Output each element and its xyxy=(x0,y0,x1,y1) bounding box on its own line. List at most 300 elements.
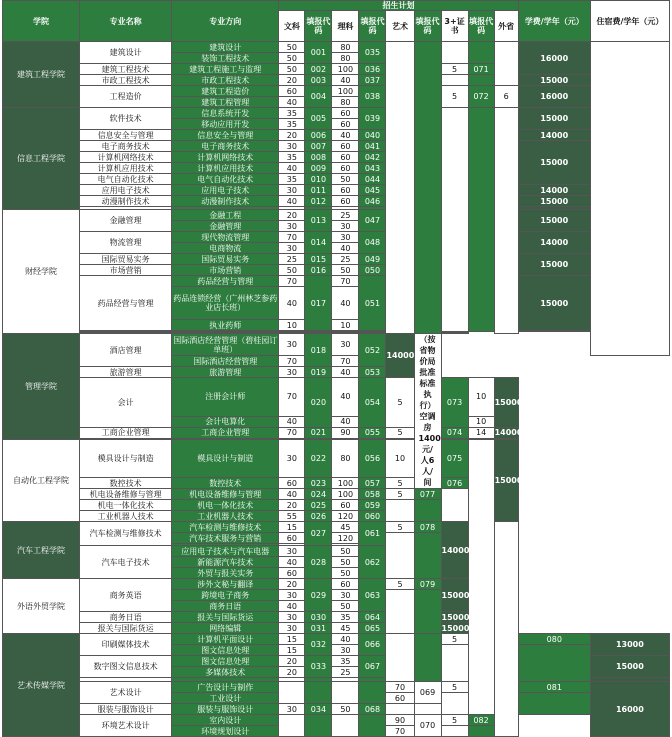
wen-num: 30 xyxy=(279,221,305,232)
dorm-empty-top xyxy=(590,42,669,356)
sz-empty xyxy=(441,645,468,682)
code-li: 041 xyxy=(359,141,386,152)
li-num: 60 xyxy=(332,119,359,130)
direction-cell: 应用电子技术与汽车电器 xyxy=(172,546,279,557)
direction-cell: 报关与国际货运 xyxy=(172,612,279,623)
code-li: 054 xyxy=(359,378,386,428)
code-wen: 006 xyxy=(305,130,332,141)
direction-cell: 国际酒店经营管理 xyxy=(172,356,279,367)
code-wen: 019 xyxy=(305,367,332,378)
major-cell: 汽车检测与维修技术 xyxy=(80,522,172,546)
code-wen-empty xyxy=(305,682,332,704)
code-wen: 004 xyxy=(305,86,332,108)
code-li: 043 xyxy=(359,163,386,174)
art-num: 70 xyxy=(386,726,414,737)
code-wen: 026 xyxy=(305,511,332,522)
fee-cell: 15000 xyxy=(590,656,669,678)
fee-cell: 15000 xyxy=(518,210,590,232)
sz-code-empty xyxy=(468,108,494,332)
direction-cell: 建筑工程施工与监理 xyxy=(172,64,279,75)
li-num: 25 xyxy=(332,254,359,265)
major-cell: 建筑工程技术 xyxy=(80,64,172,75)
li-num: 60 xyxy=(332,108,359,119)
sz-num: 5 xyxy=(441,64,468,75)
code-li: 067 xyxy=(359,656,386,678)
li-num: 45 xyxy=(332,623,359,634)
code-li: 050 xyxy=(359,265,386,276)
header-code-sz: 填报代码 xyxy=(468,11,494,42)
college-cell: 管理学院 xyxy=(3,334,80,440)
ws-empty xyxy=(494,108,518,334)
wen-num: 30 xyxy=(279,546,305,557)
major-cell: 金融管理 xyxy=(80,210,172,232)
direction-cell: 电商物流 xyxy=(172,243,279,254)
wen-num: 30 xyxy=(279,439,305,478)
li-num: 80 xyxy=(332,42,359,53)
code-li: 044 xyxy=(359,174,386,185)
li-num: 50 xyxy=(332,546,359,557)
sz-code-empty xyxy=(468,726,494,737)
code-wen: 027 xyxy=(305,522,332,546)
wen-num: 70 xyxy=(279,356,305,367)
direction-cell: 室内设计 xyxy=(172,715,279,726)
fee-cell: 14000 xyxy=(518,130,590,141)
code-wen: 024 xyxy=(305,489,332,500)
sz-empty xyxy=(386,500,414,522)
li-num: 30 xyxy=(332,221,359,232)
major-cell: 印刷媒体技术 xyxy=(80,634,172,656)
code-wen: 003 xyxy=(305,75,332,86)
wen-num: 70 xyxy=(279,276,305,287)
college-cell: 财经学院 xyxy=(3,210,80,334)
wen-num: 30 xyxy=(279,612,305,623)
direction-cell: 移动应用开发 xyxy=(172,119,279,130)
major-cell: 汽车电子技术 xyxy=(80,546,172,579)
sz-num: 5 xyxy=(386,489,414,500)
li-num: 80 xyxy=(332,53,359,64)
fee-cell: 14000 xyxy=(518,232,590,254)
fee-cell: 15000 xyxy=(494,378,518,428)
wen-num: 40 xyxy=(279,163,305,174)
li-num: 100 xyxy=(332,64,359,75)
code-sz: 073 xyxy=(441,378,468,428)
direction-cell: 市场营销 xyxy=(172,265,279,276)
code-wen: 014 xyxy=(305,232,332,254)
major-cell: 应用电子技术 xyxy=(80,185,172,196)
wen-num: 15 xyxy=(279,522,305,533)
major-cell: 信息安全与管理 xyxy=(80,130,172,141)
major-cell: 计算机网络技术 xyxy=(80,152,172,163)
code-wen: 013 xyxy=(305,210,332,232)
wen-num: 40 xyxy=(279,416,305,427)
code-wen: 022 xyxy=(305,439,332,478)
li-num: 45 xyxy=(332,522,359,533)
major-cell: 电子商务技术 xyxy=(80,141,172,152)
major-cell: 动漫制作技术 xyxy=(80,196,172,207)
li-num: 30 xyxy=(332,645,359,656)
major-cell: 会计 xyxy=(80,378,172,428)
code-li: 039 xyxy=(359,108,386,130)
art-code-empty xyxy=(414,634,441,682)
ws-empty xyxy=(468,439,494,715)
ws-num: 10 xyxy=(468,416,494,427)
direction-cell: 图文信息处理 xyxy=(172,645,279,656)
wen-num: 60 xyxy=(279,478,305,489)
li-num: 25 xyxy=(332,667,359,678)
sz-empty xyxy=(386,533,414,579)
direction-cell: 多媒体技术 xyxy=(172,667,279,678)
major-cell: 工程造价 xyxy=(80,86,172,108)
direction-cell: 应用电子技术 xyxy=(172,185,279,196)
li-num: 60 xyxy=(332,163,359,174)
code-sz: 076 xyxy=(441,478,468,489)
direction-cell: 广告设计与制作 xyxy=(172,682,279,693)
li-num: 40 xyxy=(332,287,359,320)
li-num: 60 xyxy=(332,185,359,196)
major-cell: 环境艺术设计 xyxy=(80,715,172,737)
code-li: 045 xyxy=(359,185,386,196)
code-wen: 030 xyxy=(305,612,332,623)
wen-num: 30 xyxy=(279,590,305,601)
wen-num: 20 xyxy=(279,210,305,221)
code-li: 065 xyxy=(359,623,386,634)
fee-cell: 13000 xyxy=(590,634,669,656)
college-cell: 外语外贸学院 xyxy=(3,579,80,634)
sz-empty xyxy=(441,726,468,737)
code-wen: 015 xyxy=(305,254,332,265)
sz-num: 5 xyxy=(386,522,414,533)
fee-cell: 15000 xyxy=(518,196,590,207)
direction-cell: 国际贸易实务 xyxy=(172,254,279,265)
wen-num: 35 xyxy=(279,108,305,119)
code-li: 040 xyxy=(359,130,386,141)
wen-num: 70 xyxy=(279,378,305,417)
li-empty xyxy=(332,715,359,737)
art-num: 60 xyxy=(386,693,414,704)
code-wen: 021 xyxy=(305,427,332,438)
code-wen: 029 xyxy=(305,579,332,612)
code-wen: 028 xyxy=(305,546,332,579)
li-num: 50 xyxy=(332,557,359,568)
li-num: 40 xyxy=(332,378,359,417)
code-li: 060 xyxy=(359,511,386,522)
fee-cell: 15000 xyxy=(518,75,590,86)
direction-cell: 执业药师 xyxy=(172,320,279,331)
wen-empty xyxy=(279,682,305,704)
code-li: 047 xyxy=(359,210,386,232)
li-num: 35 xyxy=(332,656,359,667)
code-li: 063 xyxy=(359,579,386,612)
sz-num: 5 xyxy=(441,715,468,726)
sz-code-empty xyxy=(468,42,494,64)
wen-num: 20 xyxy=(279,75,305,86)
code-sz: 081 xyxy=(518,682,590,693)
wen-num: 50 xyxy=(279,64,305,75)
code-wen: 007 xyxy=(305,141,332,152)
direction-cell: 计算机网络技术 xyxy=(172,152,279,163)
li-num: 70 xyxy=(332,276,359,287)
major-cell: 报关与国际货运 xyxy=(80,623,172,634)
li-num: 40 xyxy=(332,243,359,254)
major-cell: 国际贸易实务 xyxy=(80,254,172,265)
direction-cell: 汽车检测与维修技术 xyxy=(172,522,279,533)
li-num: 120 xyxy=(332,511,359,522)
sz-empty xyxy=(441,108,468,332)
header-direction: 专业方向 xyxy=(172,1,279,42)
fee-cell: 15000 xyxy=(441,623,470,633)
direction-cell: 商务日语 xyxy=(172,601,279,612)
direction-cell: 国际酒店经营管理（碧桂园订单班） xyxy=(173,335,278,354)
direction-cell: 建筑工程造价 xyxy=(172,86,279,97)
fee-cell: 16000 xyxy=(590,682,669,737)
ws-num: 10 xyxy=(468,378,494,417)
spacer xyxy=(518,331,590,332)
art-empty xyxy=(386,704,414,715)
major-cell: 商务日语 xyxy=(80,612,172,623)
major-cell: 数字图文信息技术 xyxy=(80,656,172,678)
major-cell: 酒店管理 xyxy=(80,334,172,367)
code-sz: 075 xyxy=(441,439,468,478)
direction-cell: 建筑设计 xyxy=(172,42,279,53)
dorm-empty-bottom xyxy=(494,522,518,737)
li-num: 30 xyxy=(332,232,359,243)
code-wen: 005 xyxy=(305,108,332,130)
direction-cell: 药品连锁经营（广州林芝参药业店长班） xyxy=(172,287,279,320)
header-plan: 招生计划 xyxy=(279,1,518,11)
college-cell: 建筑工程学院 xyxy=(3,42,80,108)
code-wen: 020 xyxy=(305,378,332,428)
header-college: 学院 xyxy=(3,1,80,42)
li-num: 100 xyxy=(332,478,359,489)
wen-num: 15 xyxy=(279,645,305,656)
code-sz: 071 xyxy=(468,64,494,75)
sz-code-empty xyxy=(518,693,590,715)
art-code-empty xyxy=(414,42,441,334)
code-li: 057 xyxy=(359,478,386,489)
direction-cell: 涉外文秘与翻译 xyxy=(172,579,279,590)
wen-num: 30 xyxy=(279,141,305,152)
code-wen: 010 xyxy=(305,174,332,185)
direction-cell: 信息安全与管理 xyxy=(172,130,279,141)
direction-cell: 金融管理 xyxy=(172,221,279,232)
code-wen: 017 xyxy=(305,276,332,331)
major-cell: 市场营销 xyxy=(80,265,172,276)
major-cell: 电气自动化技术 xyxy=(80,174,172,185)
li-num: 40 xyxy=(332,367,359,378)
fee-cell: 14000 xyxy=(494,428,523,437)
major-cell: 计算机应用技术 xyxy=(80,163,172,174)
code-sz: 082 xyxy=(468,715,494,726)
code-li: 052 xyxy=(359,334,386,367)
major-cell: 机电一体化技术 xyxy=(80,500,172,511)
li-empty xyxy=(332,682,359,704)
code-wen-empty xyxy=(305,715,332,737)
code-sz: 080 xyxy=(518,634,590,645)
code-li: 066 xyxy=(359,634,386,656)
header-code-wen: 填报代码 xyxy=(305,11,332,42)
code-wen: 031 xyxy=(305,623,332,634)
direction-cell: 环境规划设计 xyxy=(172,726,279,737)
wen-num: 10 xyxy=(279,320,305,331)
code-sz: 078 xyxy=(414,522,441,533)
direction-cell: 新能源汽车技术 xyxy=(172,557,279,568)
li-num: 40 xyxy=(332,416,359,427)
wen-num: 55 xyxy=(279,511,305,522)
major-cell: 市政工程技术 xyxy=(80,75,172,86)
wen-num: 30 xyxy=(279,334,305,356)
wen-num: 35 xyxy=(279,119,305,130)
wen-num: 60 xyxy=(279,568,305,579)
wen-num: 20 xyxy=(279,667,305,678)
li-num: 100 xyxy=(332,489,359,500)
major-cell: 工商企业管理 xyxy=(80,427,172,438)
code-wen: 033 xyxy=(305,656,332,678)
fee-cell: 15000 xyxy=(518,141,590,185)
code-art: 070 xyxy=(414,715,441,737)
wen-num: 35 xyxy=(279,152,305,163)
wen-num: 40 xyxy=(279,489,305,500)
wen-num: 25 xyxy=(279,254,305,265)
fee-cell: 14000 xyxy=(441,522,468,579)
wen-num: 60 xyxy=(279,533,305,544)
li-num: 50 xyxy=(332,568,359,579)
li-num: 120 xyxy=(332,533,359,544)
wen-num: 35 xyxy=(279,174,305,185)
sz-num: 5 xyxy=(441,634,468,645)
li-num: 10 xyxy=(332,320,359,331)
wen-num: 20 xyxy=(279,500,305,511)
college-cell: 信息工程学院 xyxy=(3,108,80,210)
wen-num: 40 xyxy=(279,97,305,108)
direction-cell: 计算机平面设计 xyxy=(172,634,279,645)
fee-cell: 16000 xyxy=(518,86,590,108)
header-wen: 文科 xyxy=(279,11,305,42)
code-li: 068 xyxy=(359,704,386,715)
header-sanzheng: 3+证书 xyxy=(441,11,468,42)
code-wen: 018 xyxy=(305,334,332,367)
enrollment-plan-table xyxy=(2,0,670,737)
sz-num: 5 xyxy=(386,378,414,428)
direction-cell: 服装与服饰设计 xyxy=(172,704,279,715)
li-num: 80 xyxy=(332,97,359,108)
direction-cell: 工商企业管理 xyxy=(172,427,279,438)
code-wen: 002 xyxy=(305,64,332,75)
li-num: 60 xyxy=(332,141,359,152)
wen-num: 30 xyxy=(279,367,305,378)
sz-code-empty xyxy=(468,75,494,86)
ws-num: 14 xyxy=(468,427,494,438)
art-empty xyxy=(386,42,414,334)
fee-cell: 14000 xyxy=(518,185,590,196)
wen-num: 30 xyxy=(279,704,305,715)
header-fee: 学费/学年（元） xyxy=(518,1,590,42)
sz-code-empty xyxy=(414,533,441,579)
wen-num: 30 xyxy=(279,185,305,196)
sz-num: 5 xyxy=(441,86,468,108)
fee-cell: 15000 xyxy=(518,108,590,130)
direction-cell: 数控技术 xyxy=(172,478,279,489)
sz-empty xyxy=(441,75,468,86)
header-dorm: 住宿费/学年（元） xyxy=(590,1,669,42)
header-code-li: 填报代码 xyxy=(359,11,386,42)
ws-num: 6 xyxy=(494,86,518,108)
direction-cell: 跨境电子商务 xyxy=(172,590,279,601)
direction-cell: 计算机应用技术 xyxy=(172,163,279,174)
wen-num: 20 xyxy=(279,130,305,141)
li-num: 90 xyxy=(332,427,359,438)
header-major: 专业名称 xyxy=(80,1,172,42)
spacer xyxy=(441,333,468,334)
direction-cell: 电子商务技术 xyxy=(172,141,279,152)
sz-num: 5 xyxy=(441,682,468,693)
code-li: 061 xyxy=(359,522,386,546)
fee-cell: 15000 xyxy=(441,612,470,622)
wen-num: 50 xyxy=(279,42,305,53)
wen-num: 70 xyxy=(279,232,305,243)
code-li: 049 xyxy=(359,254,386,265)
direction-cell: 旅游管理 xyxy=(172,367,279,378)
code-sz: 072 xyxy=(468,86,494,108)
major-cell: 数控技术 xyxy=(80,478,172,489)
code-wen: 034 xyxy=(305,704,332,715)
major-cell: 物流管理 xyxy=(80,232,172,254)
sz-code-empty xyxy=(414,500,441,522)
header-art: 艺术 xyxy=(386,11,414,42)
sz-num: 5 xyxy=(386,427,414,438)
wen-num: 40 xyxy=(279,557,305,568)
direction-cell: 金融工程 xyxy=(172,210,279,221)
direction-cell: 机电一体化技术 xyxy=(172,500,279,511)
major-cell: 建筑设计 xyxy=(80,42,172,64)
li-num: 80 xyxy=(332,439,359,478)
code-li: 051 xyxy=(359,276,386,331)
header-li: 理科 xyxy=(332,11,359,42)
wen-num: 40 xyxy=(279,196,305,207)
direction-cell: 装饰工程技术 xyxy=(172,53,279,64)
code-wen: 012 xyxy=(305,196,332,207)
wen-num: 70 xyxy=(279,427,305,438)
header-waisheng: 外省 xyxy=(494,11,518,42)
li-num: 60 xyxy=(332,579,359,590)
li-num: 50 xyxy=(332,601,359,612)
li-num: 40 xyxy=(332,130,359,141)
code-art: 069 xyxy=(414,682,441,704)
code-li-empty xyxy=(359,715,386,737)
code-li: 064 xyxy=(359,612,386,623)
major-cell: 药品经营与管理 xyxy=(80,276,172,331)
direction-cell: 网络编辑 xyxy=(172,623,279,634)
code-li: 055 xyxy=(359,427,386,438)
direction-cell: 图文信息处理 xyxy=(172,656,279,667)
li-num: 40 xyxy=(332,75,359,86)
direction-cell: 工业设计 xyxy=(172,693,279,704)
direction-cell: 汽车技术服务与营销 xyxy=(172,533,279,544)
li-num: 30 xyxy=(332,590,359,601)
li-num: 60 xyxy=(332,196,359,207)
code-sz: 074 xyxy=(441,427,468,438)
ws-empty xyxy=(494,42,518,86)
art-code-empty xyxy=(414,704,441,715)
code-li: 036 xyxy=(359,64,386,75)
li-num: 50 xyxy=(332,704,359,715)
fee-cell: 15000 xyxy=(518,254,590,276)
code-wen: 009 xyxy=(305,163,332,174)
li-num: 100 xyxy=(332,86,359,97)
direction-cell: 外贸与报关实务 xyxy=(172,568,279,579)
code-li: 062 xyxy=(359,546,386,579)
wen-num: 40 xyxy=(279,601,305,612)
wen-num: 60 xyxy=(279,86,305,97)
